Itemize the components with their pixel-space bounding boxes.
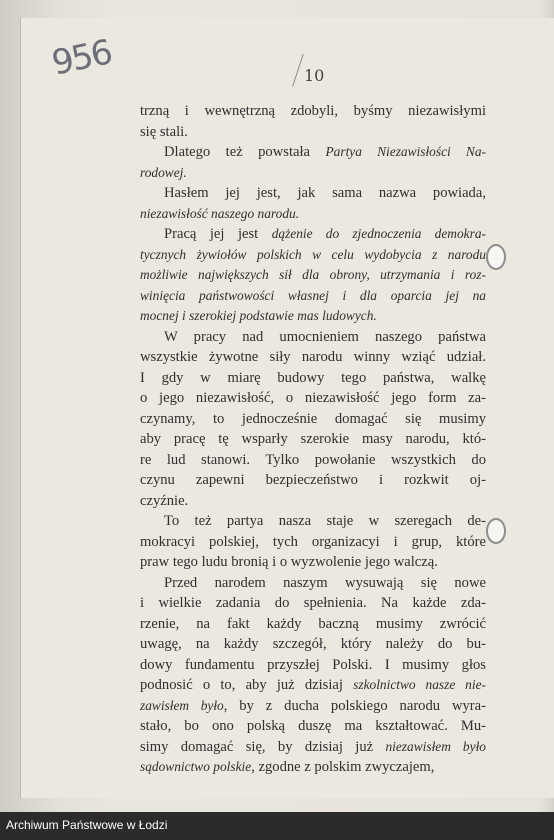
text-line	[140, 470, 486, 491]
text-segment: się stali.	[140, 123, 188, 140]
text-segment: i wielkie zadania do spełnienia. Na każde zda-	[140, 595, 486, 611]
italic-text-segment: sądownictwo polskie	[140, 759, 252, 774]
text-line	[140, 614, 486, 635]
text-line	[140, 532, 486, 553]
text-line	[140, 757, 486, 778]
punch-hole-lower	[486, 518, 506, 544]
text-line	[140, 511, 486, 532]
italic-text-segment: szkolnictwo nasze nie-	[353, 677, 486, 692]
text-line	[140, 552, 486, 573]
italic-text-segment: tycznych żywiołów polskich w celu wydobycia z narodu	[140, 246, 486, 262]
text-line	[140, 101, 486, 122]
text-segment: To też partya nasza staje w szeregach de-	[164, 513, 486, 529]
text-line	[140, 409, 486, 430]
text-segment: czynu zapewni bezpieczeństwo i rozkwit oj-	[140, 472, 486, 488]
text-line	[140, 429, 486, 450]
text-segment: trzną i wewnętrzną zdobyli, byśmy niezawisłymi	[140, 103, 486, 119]
archive-label: Archiwum Państwowe w Łodzi	[6, 818, 168, 832]
page-number: 10	[304, 66, 325, 85]
text-line	[140, 347, 486, 368]
text-segment: o jego niezawisłość, o niezawisłość jego form za-	[140, 390, 486, 406]
text-segment: aby pracę tę wsparły szerokie masy narodu, któ-	[140, 431, 486, 447]
text-segment: , zgodne z polskim zwyczajem,	[251, 759, 435, 775]
italic-text-segment: rodowej.	[140, 164, 187, 180]
text-line	[140, 204, 486, 225]
text-segment: stało, bo ono polską duszę ma kształtować. Mu-	[140, 718, 486, 734]
text-line	[140, 368, 486, 389]
text-line	[140, 306, 486, 327]
text-segment: rzenie, na fakt każdy baczną musimy zwrócić	[140, 615, 486, 632]
archive-footer-bar	[0, 812, 554, 840]
text-segment: simy domagać się, by dzisiaj już	[140, 738, 386, 755]
text-segment: re lud stanowi. Tylko powołanie wszystkich do	[140, 451, 486, 468]
text-line	[140, 183, 486, 204]
text-line	[140, 675, 486, 696]
text-line	[140, 593, 486, 614]
text-line	[140, 655, 486, 676]
text-line	[140, 286, 486, 307]
text-segment: dowy fundamentu przyszłej Polski. I musimy głos	[140, 656, 486, 673]
italic-text-segment: zawisłem było	[140, 697, 224, 713]
text-segment: praw tego ludu bronią i o wyzwolenie jego walczą.	[140, 554, 438, 570]
italic-text-segment: winięcia państwowości własnej i dla oparcia jej na	[140, 287, 486, 303]
text-line	[140, 224, 486, 245]
text-line	[140, 388, 486, 409]
text-line	[140, 737, 486, 758]
text-line	[140, 716, 486, 737]
text-segment: Pracą jej jest	[164, 226, 272, 242]
italic-text-segment: Partya Niezawisłości Na-	[325, 144, 486, 159]
text-line	[140, 142, 486, 163]
text-segment: podnosić o to, aby już dzisiaj	[140, 677, 354, 693]
text-segment: mokracyi polskiej, tych organizacyi i grup, które	[140, 533, 486, 550]
italic-text-segment: dążenie do zjednoczenia demokra-	[271, 226, 486, 241]
text-line	[140, 245, 486, 266]
text-segment: wszystkie żywotne siły narodu winny wziąć udział.	[140, 349, 486, 365]
text-segment: Przed narodem naszym wysuwają się nowe	[164, 574, 486, 591]
punch-hole-upper	[486, 244, 506, 270]
italic-text-segment: niezawisłem było	[385, 738, 486, 754]
text-line	[140, 491, 486, 512]
text-segment: Hasłem jej jest, jak sama nazwa powiada,	[164, 185, 486, 201]
italic-text-segment: mocnej i szerokiej podstawie mas ludowych.	[140, 308, 377, 323]
text-line	[140, 265, 486, 286]
text-line	[140, 696, 486, 717]
text-line	[140, 634, 486, 655]
text-segment: I gdy w miarę budowy tego państwa, walkę	[140, 369, 486, 386]
text-segment: , by z ducha polskiego narodu wyra-	[223, 697, 487, 714]
text-line	[140, 450, 486, 471]
text-segment: czynamy, to jednocześnie domagać się musimy	[140, 410, 486, 427]
italic-text-segment: niezawisłość naszego narodu.	[140, 205, 300, 221]
text-line	[140, 122, 486, 143]
text-line	[140, 327, 486, 348]
text-segment: uwagę, na każdy szczegół, który należy do bu-	[140, 636, 486, 652]
text-segment: W pracy nad umocnieniem naszego państwa	[164, 328, 486, 345]
handwritten-number: 956	[48, 32, 115, 84]
text-segment: czyźnie.	[140, 492, 189, 509]
text-line	[140, 163, 486, 184]
text-segment: Dlatego też powstała	[164, 144, 326, 160]
text-line	[140, 573, 486, 594]
italic-text-segment: możliwie największych sił dla obrony, utrzymania i roz-	[140, 267, 486, 282]
document-body-text	[140, 101, 486, 778]
